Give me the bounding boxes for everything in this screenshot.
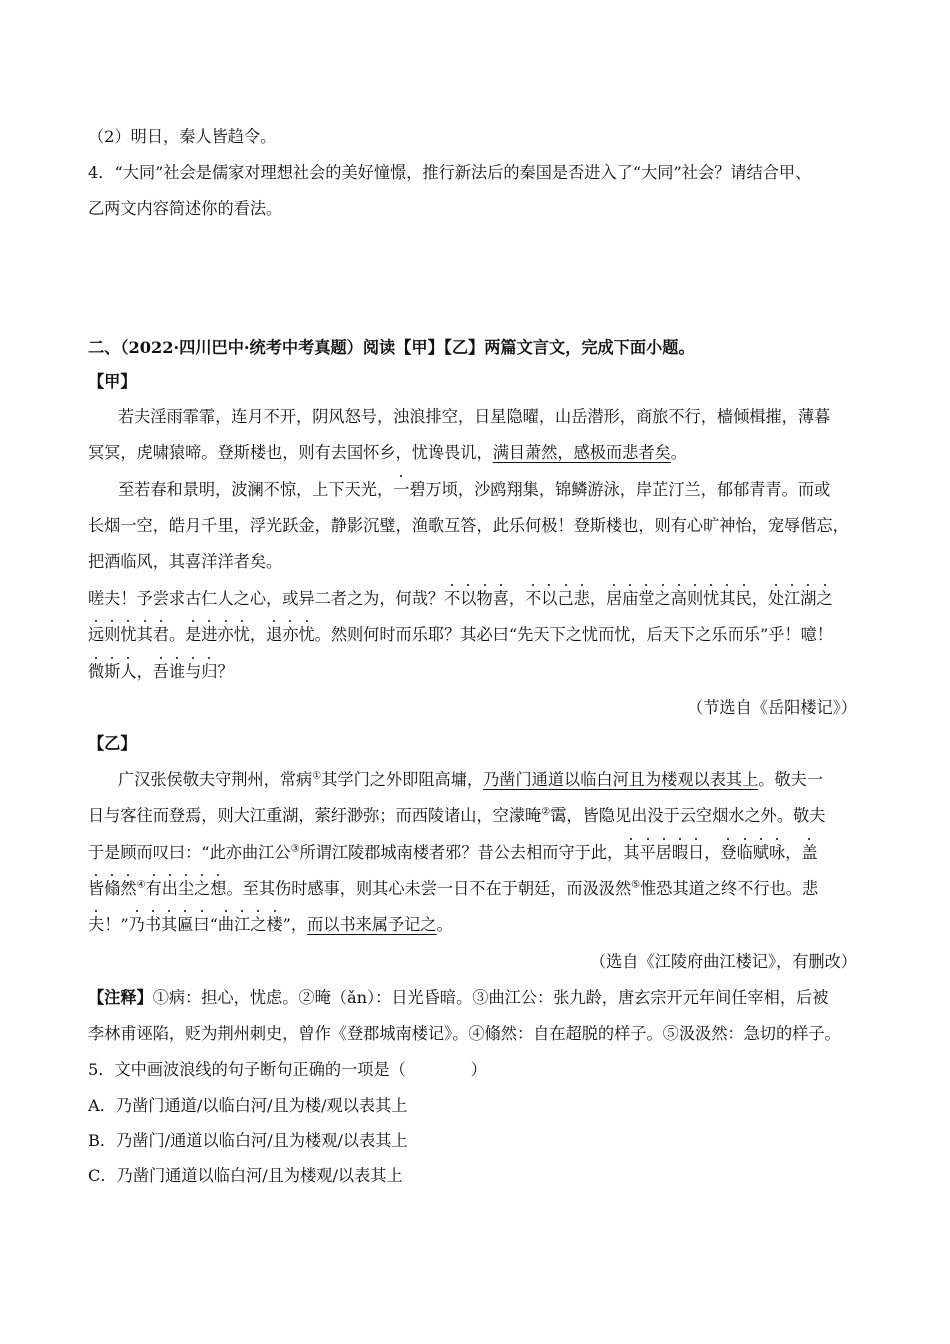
dotted-sentence: 有出尘之想 [145,879,227,898]
passage-jia-label: 【甲】 [88,372,137,391]
yi-p1-line-2: 日与客往而登焉，则大江重湖，萦纡渺弥；而西陵诸山，空濛晻②霭，皆隐见出没于云空烟水之外。敬夫 [88,806,826,825]
dotted-sentence: 夫！”乃书其匾曰“曲江之楼” [88,915,291,934]
note-marker: ⑤ [631,879,641,891]
yi-p1-line-3: 于是顾而叹曰：“此亦曲江公③所谓江陵郡城南楼者邪？昔公去相而守于此，其平居暇日，登临赋咏，盖 [88,843,818,862]
jia-p1-line-1: 若夫淫雨霏霏，连月不开，阴风怒号，浊浪排空，日星隐曜，山岳潜形，商旅不行，樯倾楫摧，薄暮 [118,407,831,426]
jia-p3-line-1: 嗟夫！予尝求古仁人之心，或异二者之为，何哉？不以物喜，不以己悲，居庙堂之高则忧其民，处江湖之 [88,589,833,608]
dotted-sentence: 微斯人，吾谁与归 [88,662,218,681]
jia-p3-line-2: 远则忧其君。是进亦忧，退亦忧。然则何时而乐耶？其必曰“先天下之忧而忧，后天下之乐而乐”乎！噫！ [88,625,833,644]
notes-line-1: 【注释】①病：担心，忧虑。②晻（ǎn）：日光昏暗。③曲江公：张九龄，唐玄宗开元年间任宰相，后被 [88,988,829,1007]
note-marker: ④ [136,879,146,891]
section-2-heading: 二、（2022·四川巴中·统考中考真题）阅读【甲】【乙】两篇文言文，完成下面小题。 [88,338,695,357]
note-marker: ① [312,770,322,782]
underlined-sentence-jia: 满目萧然，感极而悲者矣 [492,443,671,462]
dotted-sentence: 远则忧其君。是进亦忧，退亦忧。 [88,625,331,644]
question-5-stem: 5．文中画波浪线的句子断句正确的一项是（ ） [88,1060,487,1079]
yi-p1-line-4: 皆翛然④有出尘之想。至其伤时感事，则其心未尝一日不在于朝廷，而汲汲然⑤惟恐其道之终不行也。悲 [88,879,819,898]
note-marker: ② [541,806,551,818]
jia-source: （节选自《岳阳楼记》） [687,698,857,717]
question-4-line-2: 乙两文内容简述你的看法。 [88,199,283,218]
jia-p1-line-2: 冥冥，虎啸猿啼。登斯楼也，则有去国怀乡，忧谗畏讥，满目萧然，感极而悲者矣。 [88,443,687,462]
yi-source: （选自《江陵府曲江楼记》，有删改） [589,952,857,971]
jia-p2-line-2: 长烟一空，皓月千里，浮光跃金，静影沉璧，渔歌互答，此乐何极！登斯楼也，则有心旷神怡，宠辱偕忘， [88,516,849,535]
yi-p1-line-5: 夫！”乃书其匾曰“曲江之楼”，而以书来属予记之。 [88,915,453,934]
notes-line-2: 李林甫诬陷，贬为荆州刺史，曾作《登郡城南楼记》。④翛然：自在超脱的样子。⑤汲汲然：急切的样子。 [88,1024,841,1043]
dotted-text: 一 [393,480,410,499]
dotted-sentence: 不以物喜，不以己悲，居庙堂之高则忧其民，处江湖之 [444,589,833,608]
jia-p3-line-3: 微斯人，吾谁与归？ [88,662,234,681]
wavy-underlined-sentence: 乃凿门通道以临白河且为楼观以表其上 [483,770,759,789]
jia-p2-line-3: 把酒临风，其喜洋洋者矣。 [88,552,283,571]
question-5-option-c[interactable]: C．乃凿门通道以临白河/且为楼观/以表其上 [88,1166,403,1185]
question-4-line-1: 4．“大同”社会是儒家对理想社会的美好憧憬，推行新法后的秦国是否进入了“大同”社会？请结合甲、 [88,163,812,182]
question-3-item-2: （2）明日，秦人皆趋令。 [88,127,277,146]
jia-p2-line-1: 至若春和景明，波澜不惊，上下天光，一碧万顷，沙鸥翔集，锦鳞游泳，岸芷汀兰，郁郁青青。而或 [118,480,831,499]
underlined-sentence-yi: 而以书来属予记之 [307,915,437,934]
notes-label: 【注释】 [88,988,153,1007]
question-5-option-b[interactable]: B．乃凿门/通道以临白河/且为楼观/以表其上 [88,1131,408,1150]
yi-p1-line-1: 广汉张侯敬夫守荆州，常病①其学门之外即阻高墉，乃凿门通道以临白河且为楼观以表其上。敬夫一 [118,770,824,789]
passage-yi-label: 【乙】 [88,734,137,753]
dotted-sentence: 皆翛然 [88,879,137,898]
question-5-option-a[interactable]: A．乃凿门通道/以临白河/且为楼/观以表其上 [88,1096,408,1115]
dotted-sentence: 其平居暇日，登临赋咏，盖 [623,843,818,862]
note-marker: ③ [290,843,300,855]
